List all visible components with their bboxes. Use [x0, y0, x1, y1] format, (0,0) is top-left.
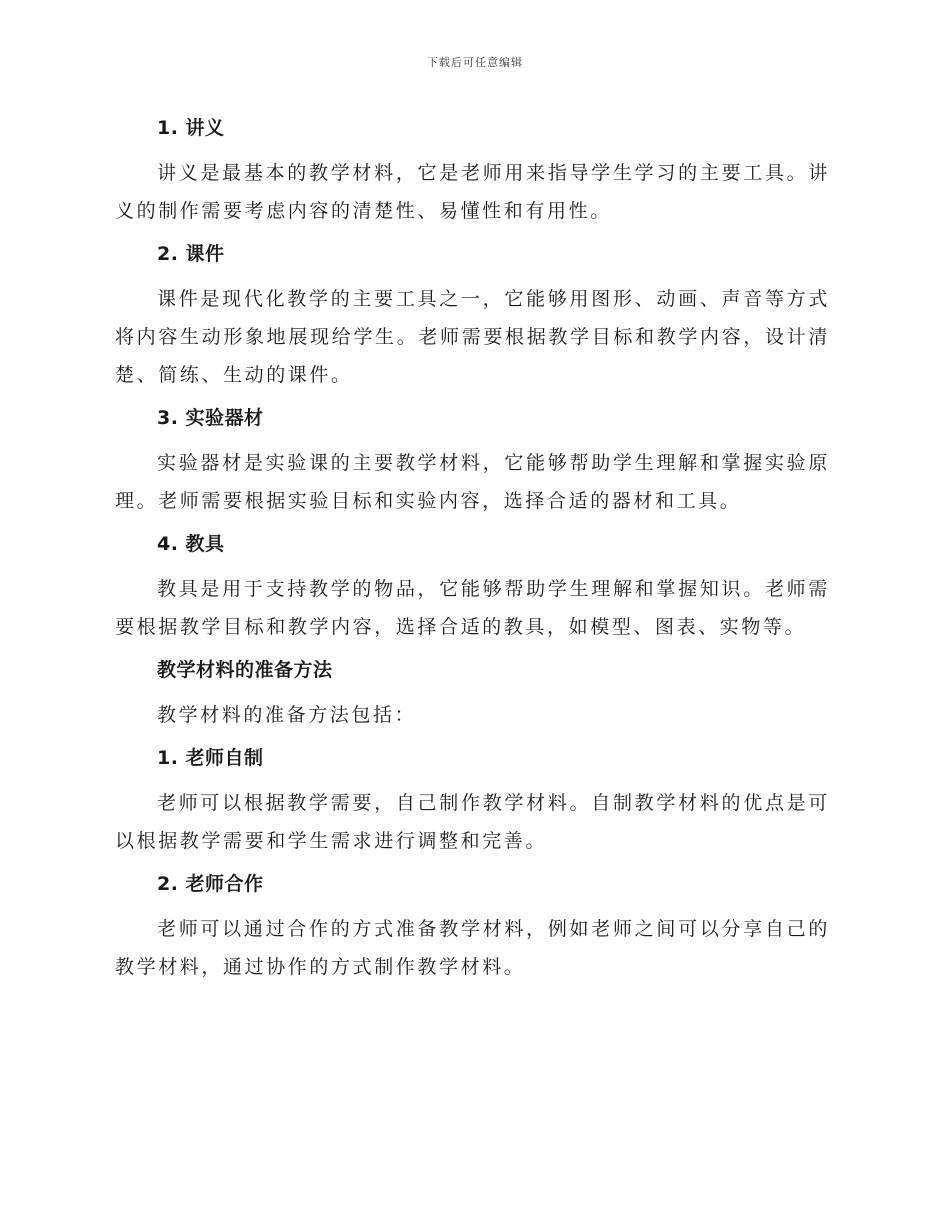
section-paragraph-courseware: 课件是现代化教学的主要工具之一，它能够用图形、动画、声音等方式将内容生动形象地展现给学生。老师需要根据教学目标和教学内容，设计清楚、简练、生动的课件。 — [115, 288, 830, 386]
page-header: 下载后可任意编辑 — [427, 56, 523, 69]
section-paragraph-handout: 讲义是最基本的教学材料，它是老师用来指导学生学习的主要工具。讲义的制作需要考虑内容的清楚性、易懂性和有用性。 — [115, 162, 830, 222]
section-paragraph-collaboration: 老师可以通过合作的方式准备教学材料，例如老师之间可以分享自己的教学材料，通过协作的方式制作教学材料。 — [115, 918, 830, 978]
section-heading-handout: 1. 讲义 — [157, 117, 225, 139]
document-body — [115, 112, 830, 994]
section-heading-teaching-aids: 4. 教具 — [157, 533, 225, 555]
section-paragraph-self-made: 老师可以根据教学需要，自己制作教学材料。自制教学材料的优点是可以根据教学需要和学生需求进行调整和完善。 — [115, 792, 830, 852]
section-paragraph-teaching-aids: 教具是用于支持教学的物品，它能够帮助学生理解和掌握知识。老师需要根据教学目标和教学内容，选择合适的教具，如模型、图表、实物等。 — [115, 578, 830, 638]
section-heading-collaboration: 2. 老师合作 — [157, 873, 264, 895]
section-heading-courseware: 2. 课件 — [157, 243, 225, 265]
section-heading-preparation-methods: 教学材料的准备方法 — [157, 659, 333, 681]
section-paragraph-preparation-methods: 教学材料的准备方法包括： — [157, 704, 417, 726]
section-heading-self-made: 1. 老师自制 — [157, 747, 264, 769]
section-heading-lab-equipment: 3. 实验器材 — [157, 407, 264, 429]
section-paragraph-lab-equipment: 实验器材是实验课的主要教学材料，它能够帮助学生理解和掌握实验原理。老师需要根据实验目标和实验内容，选择合适的器材和工具。 — [115, 452, 830, 512]
